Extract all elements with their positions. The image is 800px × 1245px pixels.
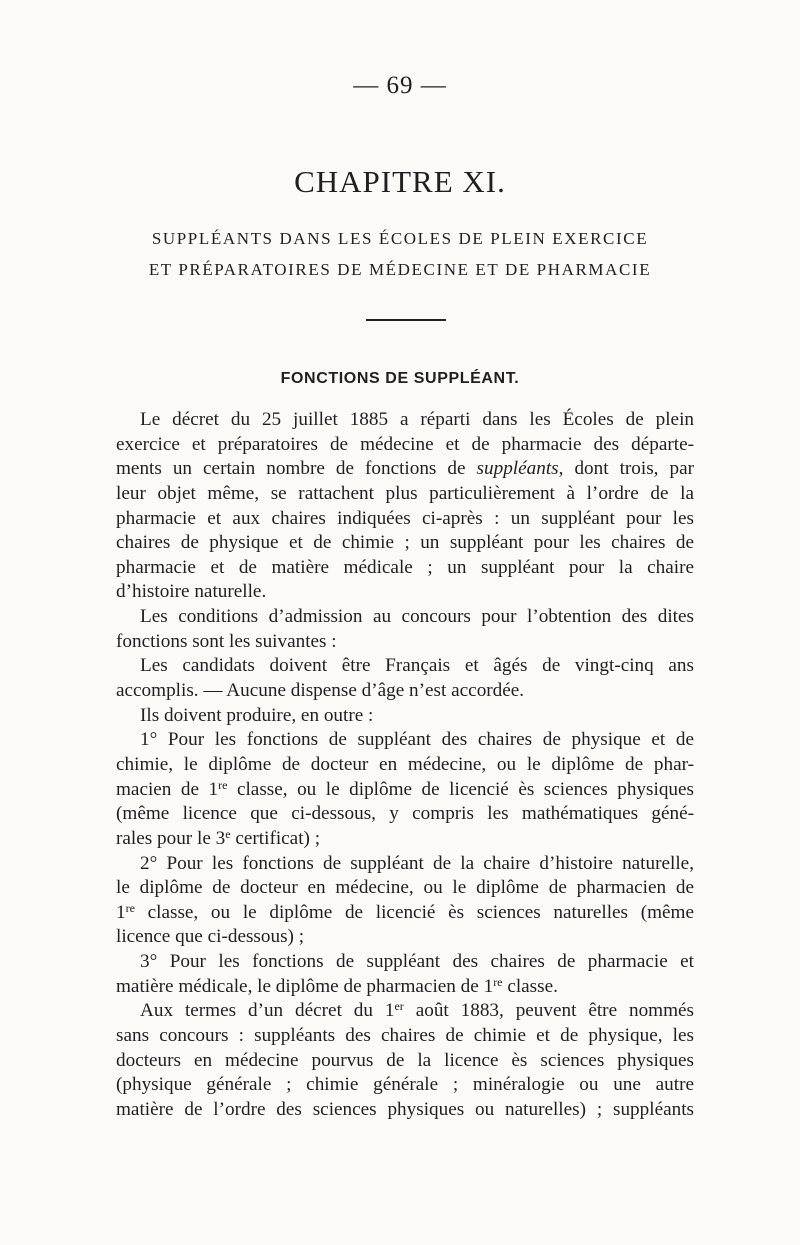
text-segment: matière médicale, le diplôme de pharmacien de 1 [116,975,494,997]
text-line: accomplis. — Aucune dispense d’âge n’est accordée. [116,680,525,702]
text-line: (physique générale ; chimie générale ; minéralogie ou une autre [116,1074,694,1096]
text-segment: rales pour le 3 [116,827,226,849]
text-line [116,999,694,1024]
text-line: Les candidats doivent être Français et âgés de vingt-cinq ans [140,655,694,677]
text-line: docteurs en médecine pourvus de la licence ès sciences physiques [116,1049,694,1071]
text-line: Les conditions d’admission au concours pour l’obtention des dites [140,606,694,628]
text-segment: classe, ou le diplôme de licencié ès sciences naturelles (même [134,901,694,923]
text-segment: classe, ou le diplôme de licencié ès sciences physiques [227,778,694,800]
text-line: 2° Pour les fonctions de suppléant de la chaire d’histoire naturelle, [140,852,694,874]
section-divider [366,319,446,321]
text-segment: , dont trois, par [558,458,694,480]
text-segment: suppléants [476,458,559,480]
chapter-title: CHAPITRE XI. [294,164,506,199]
text-line [116,457,694,482]
text-line: pharmacie et aux chaires indiquées ci-après : un suppléant pour les [116,507,694,529]
superscript: er [394,999,404,1014]
text-segment: certificat) ; [230,827,321,849]
text-line: d’histoire naturelle. [116,581,267,603]
text-line: exercice et préparatoires de médecine et de pharmacie des départe- [116,433,694,455]
text-line: leur objet même, se rattachent plus particulièrement à l’ordre de la [116,482,694,504]
text-line [116,778,694,803]
text-line: chaires de physique et de chimie ; un suppléant pour les chaires de [116,532,694,554]
chapter-subtitle-line-1: SUPPLÉANTS DANS LES ÉCOLES DE PLEIN EXERCICE [151,229,649,248]
text-line: matière de l’ordre des sciences physiques ou naturelles) ; suppléants [116,1098,694,1120]
body-text [116,408,694,1123]
text-line: le diplôme de docteur en médecine, ou le diplôme de pharmacien de [116,877,694,899]
superscript: re [218,777,228,792]
section-title: FONCTIONS DE SUPPLÉANT. [280,370,520,387]
chapter-subtitle-line-2: ET PRÉPARATOIRES DE MÉDECINE ET DE PHARMACIE [148,260,652,279]
page-number: — 69 — [353,72,447,99]
text-segment: 1 [116,901,126,923]
text-line: licence que ci-dessous) ; [116,926,305,948]
text-line: chimie, le diplôme de docteur en médecine, ou le diplôme de phar- [116,753,694,775]
superscript: re [493,974,503,989]
text-segment: classe. [502,975,558,997]
text-line: sans concours : suppléants des chaires de chimie et de physique, les [116,1025,694,1047]
text-line [116,901,694,926]
text-line [116,975,694,1000]
text-line: pharmacie et de matière médicale ; un suppléant pour la chaire [116,556,694,578]
text-line: fonctions sont les suivantes : [116,630,337,652]
text-segment: août 1883, peuvent être nommés [403,1000,694,1022]
text-line: 1° Pour les fonctions de suppléant des chaires de physique et de [140,729,694,751]
text-segment: ments un certain nombre de fonctions de [116,458,477,480]
text-segment: macien de 1 [116,778,219,800]
text-line: (même licence que ci-dessous, y compris les mathématiques géné- [116,803,694,825]
text-segment: Aux termes d’un décret du 1 [140,1000,395,1022]
superscript: e [225,826,231,841]
superscript: re [125,900,135,915]
text-line: Le décret du 25 juillet 1885 a réparti dans les Écoles de plein [140,409,694,430]
text-line: Ils doivent produire, en outre : [140,704,374,726]
text-line [116,827,694,852]
text-line: 3° Pour les fonctions de suppléant des chaires de pharmacie et [140,951,694,973]
